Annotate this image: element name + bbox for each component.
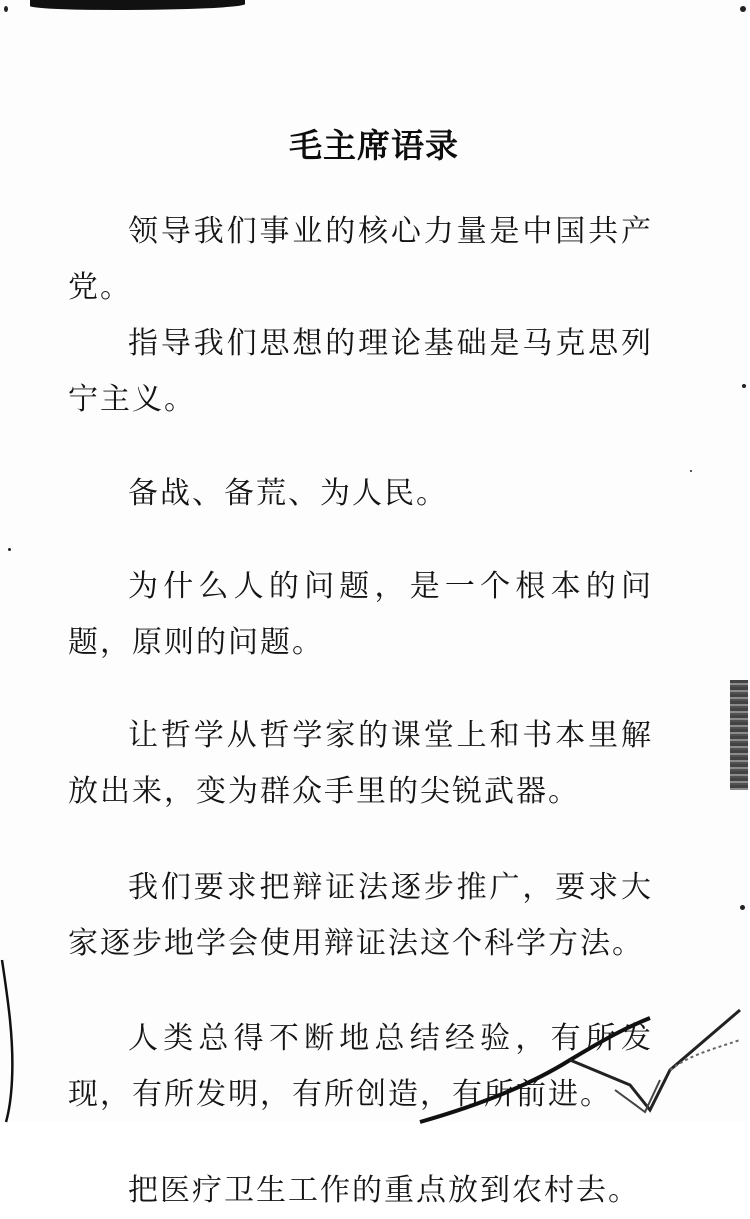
quotation-8: 把医疗卫生工作的重点放到农村去。 xyxy=(128,1173,640,1208)
quotation-4: 为什么人的问题，是一个根本的问题，原则的问题。 xyxy=(68,569,653,660)
page-title: 毛主席语录 xyxy=(289,126,459,165)
scan-speck xyxy=(4,6,8,12)
quotation-3: 备战、备荒、为人民。 xyxy=(128,476,448,511)
quotation-5: 让哲学从哲学家的课堂上和书本里解放出来，变为群众手里的尖锐武器。 xyxy=(68,718,653,809)
quotation-1: 领导我们事业的核心力量是中国共产党。 xyxy=(68,214,653,305)
scan-speck xyxy=(8,548,11,551)
scan-artifact-left-edge xyxy=(0,960,20,1122)
quotation-7: 人类总得不断地总结经验，有所发现，有所发明，有所创造，有所前进。 xyxy=(68,1021,653,1112)
quotation-6: 我们要求把辩证法逐步推广，要求大家逐步地学会使用辩证法这个科学方法。 xyxy=(68,870,653,961)
scan-speck xyxy=(740,905,745,910)
scan-artifact-page-curl xyxy=(420,1010,750,1122)
scan-artifact-top xyxy=(30,0,245,10)
quotation-2: 指导我们思想的理论基础是马克思列宁主义。 xyxy=(68,326,653,417)
scan-speck xyxy=(740,6,746,12)
scan-speck xyxy=(690,470,692,472)
scan-speck xyxy=(742,384,746,388)
scan-artifact-right-edge xyxy=(730,680,748,790)
